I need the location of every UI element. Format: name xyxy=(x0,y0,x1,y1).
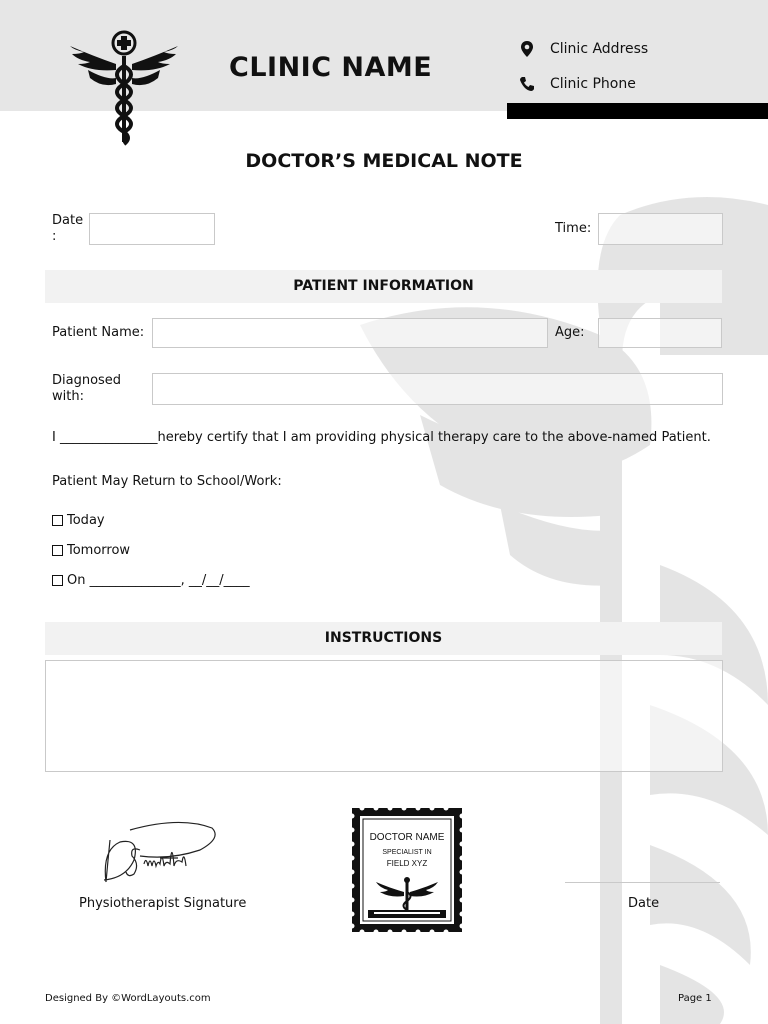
diagnosis-field[interactable] xyxy=(152,373,723,405)
stamp-specialist-line: SPECIALIST IN xyxy=(382,849,432,856)
location-pin-icon xyxy=(518,40,536,58)
time-label: Time: xyxy=(555,221,592,236)
option-today-label: Today xyxy=(67,513,105,528)
patient-information-heading: PATIENT INFORMATION xyxy=(45,270,722,303)
option-on-date-label: On ______________, __/__/____ xyxy=(67,573,250,588)
return-label: Patient May Return to School/Work: xyxy=(52,474,282,489)
document-title: DOCTOR’S MEDICAL NOTE xyxy=(245,150,523,172)
option-tomorrow-label: Tomorrow xyxy=(67,543,131,558)
page-number: Page 1 xyxy=(678,993,712,1004)
patient-name-field[interactable] xyxy=(152,318,548,348)
clinic-phone-text: Clinic Phone xyxy=(550,76,636,92)
checkbox[interactable] xyxy=(52,545,63,556)
doctor-stamp xyxy=(350,806,464,934)
instructions-heading: INSTRUCTIONS xyxy=(45,622,722,655)
footer-credit: Designed By ©WordLayouts.com xyxy=(45,993,211,1004)
checkbox[interactable] xyxy=(52,515,63,526)
date-field[interactable] xyxy=(89,213,215,245)
option-tomorrow[interactable] xyxy=(52,543,130,558)
option-on-date[interactable] xyxy=(52,573,250,588)
caduceus-logo xyxy=(68,26,180,146)
patient-name-label: Patient Name: xyxy=(52,325,145,340)
age-field[interactable] xyxy=(598,318,722,348)
date-label: Date : xyxy=(52,213,84,244)
instructions-field[interactable] xyxy=(45,660,723,772)
signature-date-label: Date xyxy=(628,896,660,911)
clinic-address-text: Clinic Address xyxy=(550,41,649,57)
stamp-doctor-name: DOCTOR NAME xyxy=(369,832,445,843)
physiotherapist-signature-label: Physiotherapist Signature xyxy=(79,896,247,911)
handwritten-signature xyxy=(100,820,220,890)
option-today[interactable] xyxy=(52,513,105,528)
time-field[interactable] xyxy=(598,213,723,245)
date-signature-line xyxy=(565,882,720,883)
phone-icon xyxy=(518,75,536,93)
stamp-field-line: FIELD XYZ xyxy=(386,859,428,868)
certify-statement: I _______________hereby certify that I am providing physical therapy care to the above-named Patient. xyxy=(52,430,711,445)
checkbox[interactable] xyxy=(52,575,63,586)
age-label: Age: xyxy=(555,325,585,340)
diagnosed-label: Diagnosed with: xyxy=(52,373,122,404)
clinic-name: CLINIC NAME xyxy=(229,52,433,83)
clinic-phone xyxy=(518,75,636,93)
header-accent-bar xyxy=(507,103,768,119)
clinic-address xyxy=(518,40,648,58)
